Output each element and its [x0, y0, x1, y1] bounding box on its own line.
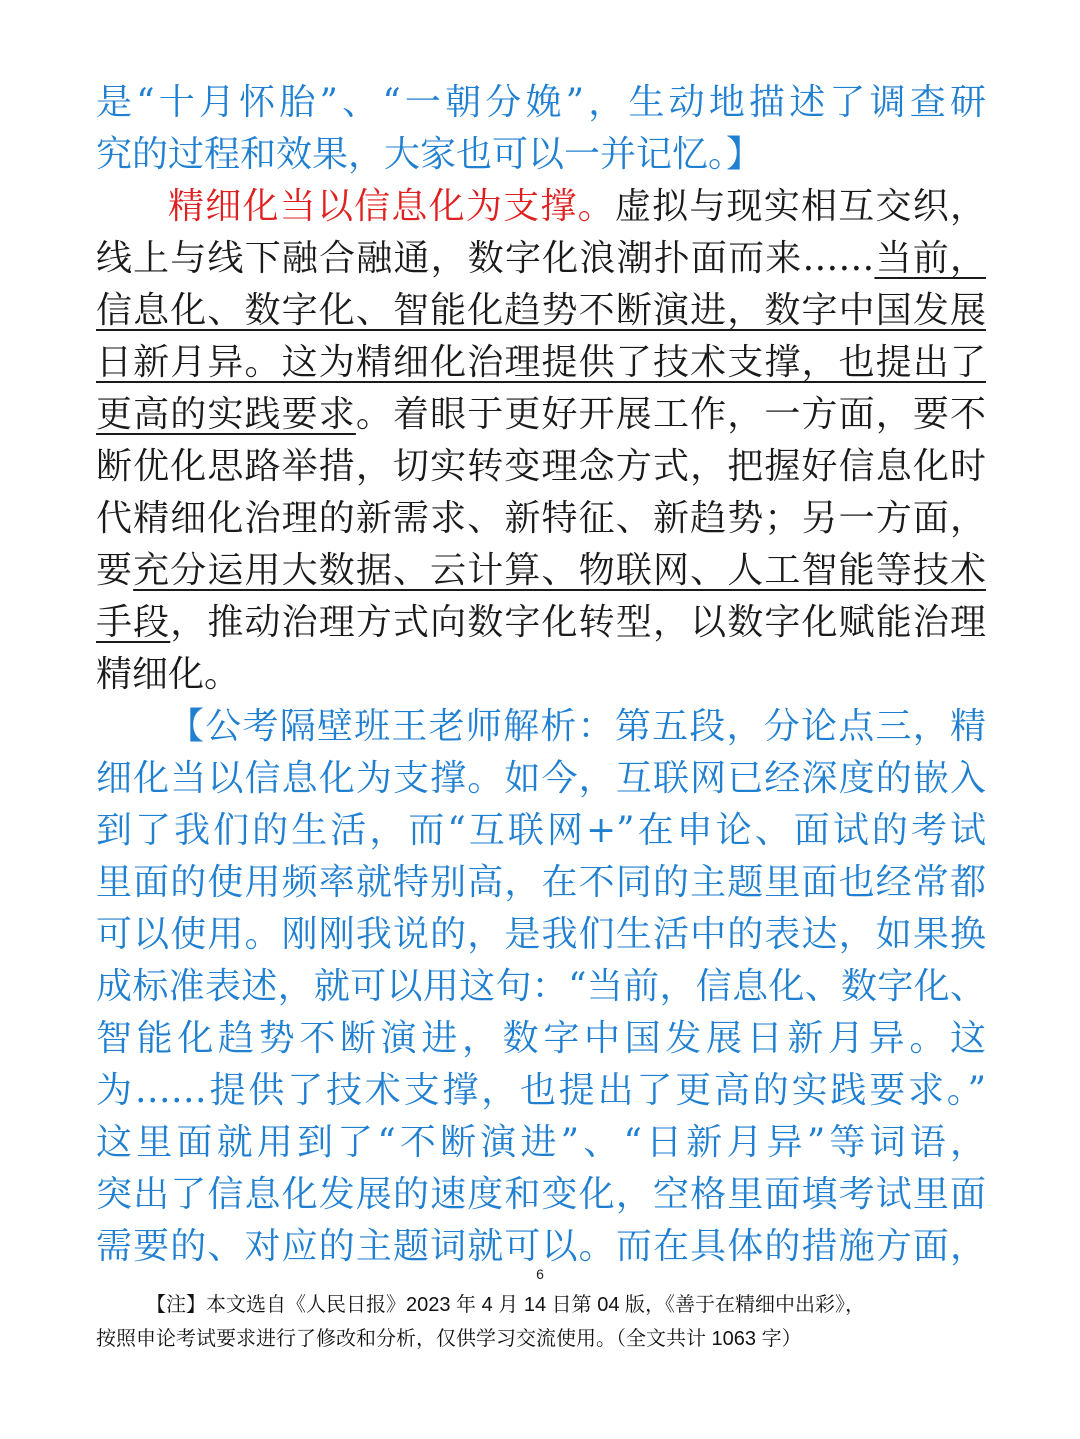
footer-note-line: 按照申论考试要求进行了修改和分析，仅供学习交流使用。（全文共计 1063 字） — [96, 1328, 802, 1350]
underlined-text: 充分运用大数据、云计算、物联网、人工智能等技术 — [133, 550, 986, 591]
body-text-line — [96, 388, 986, 442]
underlined-text: 手段 — [96, 602, 171, 643]
analysis-text-line: 为……提供了技术支撑，也提出了更高的实践要求。” — [96, 1070, 986, 1111]
body-text: 虚拟与现实相互交织， — [614, 186, 986, 227]
analysis-text-line: 成标准表述，就可以用这句：“当前，信息化、数字化、 — [96, 966, 986, 1007]
underlined-text: 更高的实践要求 — [96, 394, 356, 435]
analysis-text-line: 细化当以信息化为支撑。如今，互联网已经深度的嵌入 — [96, 758, 986, 799]
analysis-text-line: 智能化趋势不断演进，数字中国发展日新月异。这 — [96, 1018, 986, 1059]
underlined-text-line: 日新月异。这为精细化治理提供了技术支撑，也提出了 — [96, 342, 986, 383]
analysis-text-line: 里面的使用频率就特别高，在不同的主题里面也经常都 — [96, 862, 986, 903]
body-text-line — [96, 596, 986, 650]
body-text-line — [96, 544, 986, 598]
underlined-text: 当前， — [874, 238, 986, 279]
body-text: ，推动治理方式向数字化转型，以数字化赋能治理 — [170, 602, 986, 643]
footer-note-line: 【注】本文选自《人民日报》2023 年 4 月 14 日第 04 版，《善于在精细中出彩》， — [146, 1294, 866, 1316]
body-text-line: 代精细化治理的新需求、新特征、新趋势；另一方面， — [96, 498, 986, 539]
analysis-text-line: 需要的、对应的主题词就可以。而在具体的措施方面， — [96, 1226, 986, 1267]
body-text: 线上与线下融合融通，数字化浪潮扑面而来…… — [96, 238, 875, 279]
body-text-line — [168, 180, 986, 234]
analysis-text-line: 到了我们的生活，而“互联网+”在申论、面试的考试 — [96, 810, 986, 851]
body-text: 。着眼于更好开展工作，一方面，要不 — [355, 394, 986, 435]
analysis-text-line: 是“十月怀胎”、“一朝分娩”，生动地描述了调查研 — [96, 82, 986, 123]
analysis-text-line: 【公考隔壁班王老师解析：第五段，分论点三，精 — [168, 706, 986, 747]
body-text-line: 精细化。 — [96, 654, 241, 695]
body-text-line: 断优化思路举措，切实转变理念方式，把握好信息化时 — [96, 446, 986, 487]
body-text: 要 — [96, 550, 134, 591]
analysis-text-line: 可以使用。刚刚我说的，是我们生活中的表达，如果换 — [96, 914, 986, 955]
body-text-line — [96, 232, 986, 286]
analysis-text-line: 这里面就用到了“不断演进”、“日新月异”等词语， — [96, 1122, 986, 1163]
page-number: 6 — [536, 1266, 544, 1282]
analysis-text-line: 突出了信息化发展的速度和变化，空格里面填考试里面 — [96, 1174, 986, 1215]
section-heading: 精细化当以信息化为支撑。 — [168, 186, 615, 227]
analysis-text-line: 究的过程和效果，大家也可以一并记忆。】 — [96, 134, 763, 175]
underlined-text-line: 信息化、数字化、智能化趋势不断演进，数字中国发展 — [96, 290, 986, 331]
